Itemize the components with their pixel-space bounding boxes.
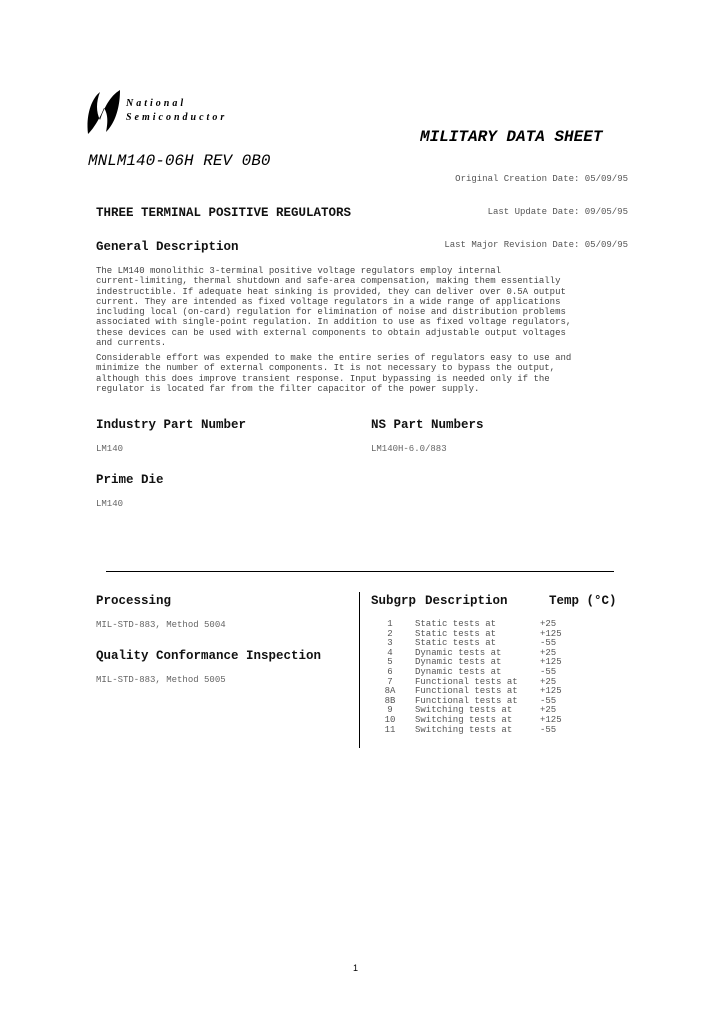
page-title: THREE TERMINAL POSITIVE REGULATORS <box>96 206 352 220</box>
text-line: current. They are intended as fixed voltage regulators in a wide range of applications <box>96 296 561 307</box>
description-cell: Switching tests at <box>415 724 513 735</box>
subgroup-cell: 8A <box>384 686 396 697</box>
temp-cell: +25 <box>540 676 557 687</box>
logo-text <box>126 97 227 125</box>
temp-cell: +25 <box>540 647 557 658</box>
prime-die-value: LM140 <box>96 499 124 509</box>
prime-die-heading: Prime Die <box>96 473 164 487</box>
text-line: including local (on-card) regulation for elimination of noise and distribution problems <box>96 307 566 318</box>
temp-cell: +25 <box>540 619 557 629</box>
text-line: these devices can be used with external components to obtain adjustable output voltages <box>96 327 566 338</box>
temp-header: Temp (°C) <box>549 594 617 608</box>
ns-part-heading: NS Part Numbers <box>371 418 484 432</box>
text-line: minimize the number of external components. It is not necessary to bypass the output, <box>96 363 556 374</box>
text-line: regulator is located far from the filter capacitor of the power supply. <box>96 383 480 394</box>
description-cell: Static tests at <box>415 638 497 649</box>
logo-line-2: Semiconductor <box>126 112 228 123</box>
qci-heading: Quality Conformance Inspection <box>96 649 322 663</box>
general-description-heading: General Description <box>96 240 239 254</box>
text-line: Considerable effort was expended to make the entire series of regulators easy to use and <box>96 353 572 363</box>
temp-cell: +125 <box>540 686 562 697</box>
description-cell: Dynamic tests at <box>415 657 502 668</box>
description-cell: Functional tests at <box>415 676 518 687</box>
temp-cell: -55 <box>540 695 557 706</box>
temp-cell: -55 <box>540 638 557 649</box>
industry-part-heading: Industry Part Number <box>96 418 247 432</box>
subgroup-cell: 11 <box>384 724 396 735</box>
industry-part-value: LM140 <box>96 444 124 454</box>
section-divider <box>106 571 614 572</box>
text-line: The LM140 monolithic 3-terminal positive voltage regulators employ internal <box>96 266 502 276</box>
table-row <box>375 726 615 736</box>
revision-dates <box>444 152 628 262</box>
subgroup-cell: 4 <box>387 647 393 658</box>
text-line: current-limiting, thermal shutdown and safe-area compensation, making them essentially <box>96 276 561 287</box>
original-creation-date: Original Creation Date: 05/09/95 <box>455 174 628 184</box>
page-number: 1 <box>353 963 359 973</box>
qci-value: MIL-STD-883, Method 5005 <box>96 675 226 685</box>
temp-cell: +125 <box>540 714 562 725</box>
subgroup-cell: 3 <box>387 638 393 649</box>
last-major-revision-date: Last Major Revision Date: 05/09/95 <box>444 240 628 250</box>
subgroup-cell: 2 <box>387 628 393 639</box>
subgroup-cell: 6 <box>387 666 393 677</box>
general-description-paragraph-2 <box>96 353 616 394</box>
subgroup-cell: 9 <box>387 705 393 716</box>
text-line: and currents. <box>96 338 167 349</box>
subgroup-cell: 7 <box>387 676 393 687</box>
document-id: MNLM140-06H REV 0B0 <box>88 152 271 170</box>
temp-cell: -55 <box>540 666 557 677</box>
subgroup-cell: 1 <box>387 619 393 629</box>
sheet-title: MILITARY DATA SHEET <box>420 128 603 146</box>
ns-part-value: LM140H-6.0/883 <box>371 444 447 454</box>
text-line: indestructible. If adequate heat sinking is provided, they can deliver over 0.5A output <box>96 286 566 297</box>
temp-cell: -55 <box>540 724 557 735</box>
temp-cell: +125 <box>540 657 562 668</box>
processing-value: MIL-STD-883, Method 5004 <box>96 620 226 630</box>
temp-cell: +125 <box>540 628 562 639</box>
text-line: associated with single-point regulation. In addition to use as fixed voltage regulators, <box>96 317 572 328</box>
national-logo-icon <box>84 88 124 136</box>
general-description-paragraph-1 <box>96 266 616 348</box>
temp-cell: +25 <box>540 705 557 716</box>
description-cell: Dynamic tests at <box>415 666 502 677</box>
subgrp-header: Subgrp <box>371 594 417 608</box>
subgroup-cell: 5 <box>387 657 393 668</box>
subgroup-cell: 10 <box>384 714 396 725</box>
description-cell: Functional tests at <box>415 686 518 697</box>
last-update-date: Last Update Date: 09/05/95 <box>487 207 628 217</box>
logo-line-1: National <box>126 98 187 109</box>
description-cell: Static tests at <box>415 619 497 629</box>
column-divider <box>359 592 360 748</box>
description-cell: Switching tests at <box>415 705 513 716</box>
national-logo <box>84 88 124 136</box>
description-cell: Static tests at <box>415 628 497 639</box>
subgroup-table <box>375 620 615 735</box>
subgroup-cell: 8B <box>384 695 396 706</box>
description-cell: Dynamic tests at <box>415 647 502 658</box>
description-cell: Functional tests at <box>415 695 518 706</box>
processing-heading: Processing <box>96 594 172 608</box>
text-line: although this does improve transient response. Input bypassing is needed only if the <box>96 373 550 384</box>
description-cell: Switching tests at <box>415 714 513 725</box>
description-header: Description <box>425 594 508 608</box>
